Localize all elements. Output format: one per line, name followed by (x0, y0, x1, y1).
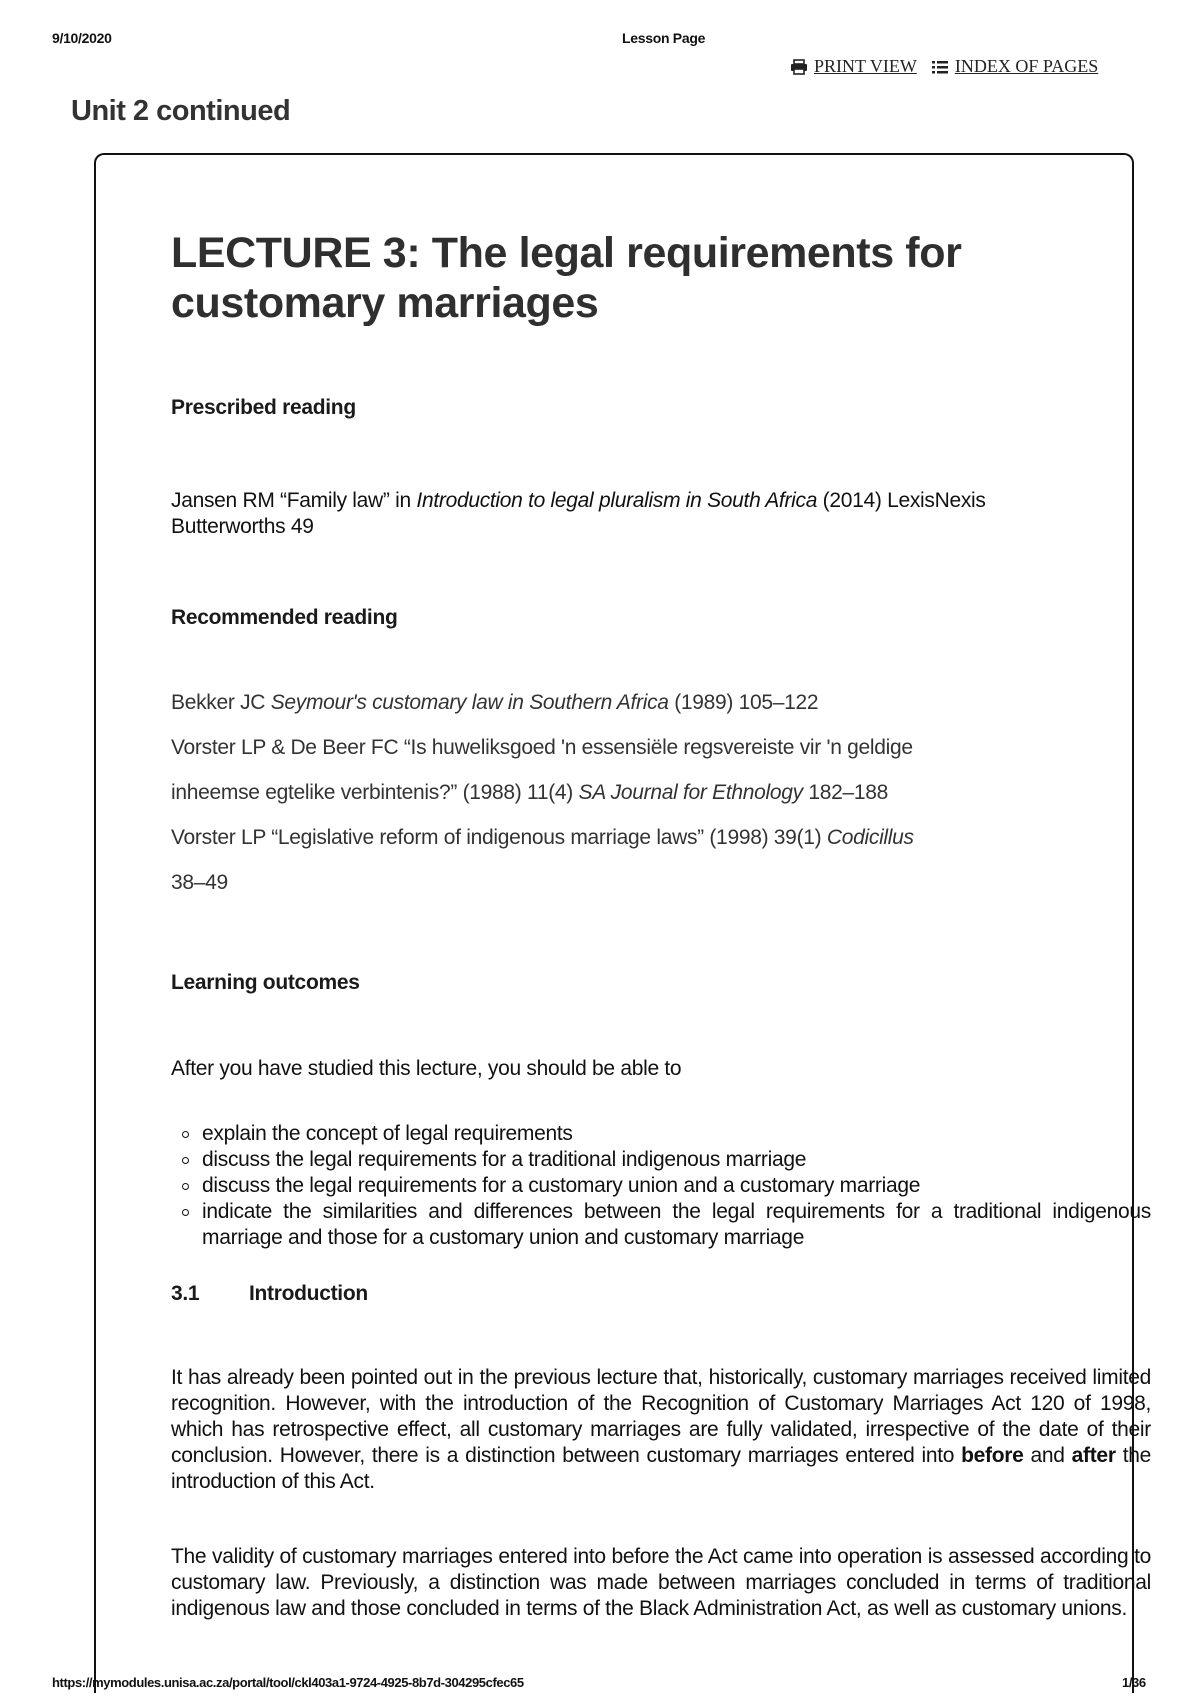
lecture-title-line2: customary marriages (171, 279, 599, 327)
prescribed-reading-citation (171, 488, 1151, 540)
lecture-title (171, 228, 1151, 328)
section-number: 3.1 (171, 1282, 200, 1305)
outcomes-list (171, 1121, 1151, 1251)
r3-text: Vorster LP “Legislative reform of indigenous marriage laws” (1998) 39(1) (171, 826, 827, 849)
recommended-item-1 (171, 691, 818, 715)
prescribed-book-title: Introduction to legal pluralism in South Africa (416, 489, 818, 512)
section-3-1-heading (171, 1282, 368, 1306)
prescribed-reading-heading: Prescribed reading (171, 396, 356, 419)
print-view-label: PRINT VIEW (814, 56, 917, 76)
learning-outcomes-heading: Learning outcomes (171, 971, 360, 994)
list-item: discuss the legal requirements for a traditional indigenous marriage (171, 1147, 1151, 1173)
intro-paragraph-2: The validity of customary marriages entered into before the Act came into operation is assessed according to customary law. Previously, a distinction was made between marriages concluded in terms of traditional indigenous law and those concluded in terms of the Black Administration Act, as well as customary unions. (171, 1545, 1151, 1620)
recommended-item-3-line2: 38–49 (171, 871, 228, 894)
recommended-item-2-line1: Vorster LP & De Beer FC “Is huweliksgoed 'n essensiële regsvereiste vir 'n geldige (171, 736, 913, 759)
print-page-number: 1/36 (1122, 1675, 1146, 1690)
intro-p1-after: after (1071, 1444, 1116, 1467)
list-item: discuss the legal requirements for a customary union and a customary marriage (171, 1173, 1151, 1199)
prescribed-line2: Butterworths 49 (171, 515, 314, 538)
intro-p1-text: It has already been pointed out in the previous lecture that, historically, customary marriages received limited recognition. However, with the introduction of the Recognition of Customary Marriages Act 120 of 1998, which has retrospective effect, all customary marriages are fully validated, irrespective of the date of their conclusion. However, there is a distinction between customary marriages entered into (171, 1366, 1151, 1467)
r1-title: Seymour's customary law in Southern Africa (270, 691, 669, 714)
lesson-content (171, 228, 1151, 1620)
r1-author: Bekker JC (171, 691, 271, 714)
r1-pages: (1989) 105–122 (668, 691, 819, 714)
recommended-item-3-line1 (171, 826, 914, 850)
list-item: explain the concept of legal requirements (171, 1121, 1151, 1147)
list-item: indicate the similarities and differences between the legal requirements for a traditional indigenous marriage and those for a customary union and customary marriage (171, 1199, 1151, 1251)
prescribed-author: Jansen RM “Family law” in (171, 489, 417, 512)
print-date: 9/10/2020 (52, 30, 112, 46)
r2-journal: SA Journal for Ethnology (578, 781, 803, 804)
recommended-item-2-line2 (171, 781, 888, 805)
unit-title: Unit 2 continued (71, 95, 291, 127)
prescribed-rest: (2014) LexisNexis (817, 489, 986, 512)
intro-p1-end: the introduction of this Act. (171, 1444, 1151, 1493)
r2-text: inheemse egtelike verbintenis?” (1988) 11(4) (171, 781, 579, 804)
index-of-pages-label: INDEX OF PAGES (954, 56, 1099, 76)
outcomes-intro: After you have studied this lecture, you should be able to (171, 1057, 682, 1080)
print-page-title: Lesson Page (622, 30, 706, 46)
recommended-reading-heading: Recommended reading (171, 606, 398, 629)
r3-journal: Codicillus (826, 826, 914, 849)
print-url: https://mymodules.unisa.ac.za/portal/tool/ckl403a1-9724-4925-8b7d-304295cfec65 (52, 1675, 524, 1690)
intro-p1-and: and (1023, 1444, 1072, 1467)
section-title: Introduction (249, 1282, 368, 1305)
r2-pages: 182–188 (802, 781, 889, 804)
intro-paragraph-1 (171, 1365, 1151, 1495)
intro-p1-before: before (961, 1444, 1024, 1467)
lecture-title-line1: LECTURE 3: The legal requirements for (171, 229, 962, 277)
